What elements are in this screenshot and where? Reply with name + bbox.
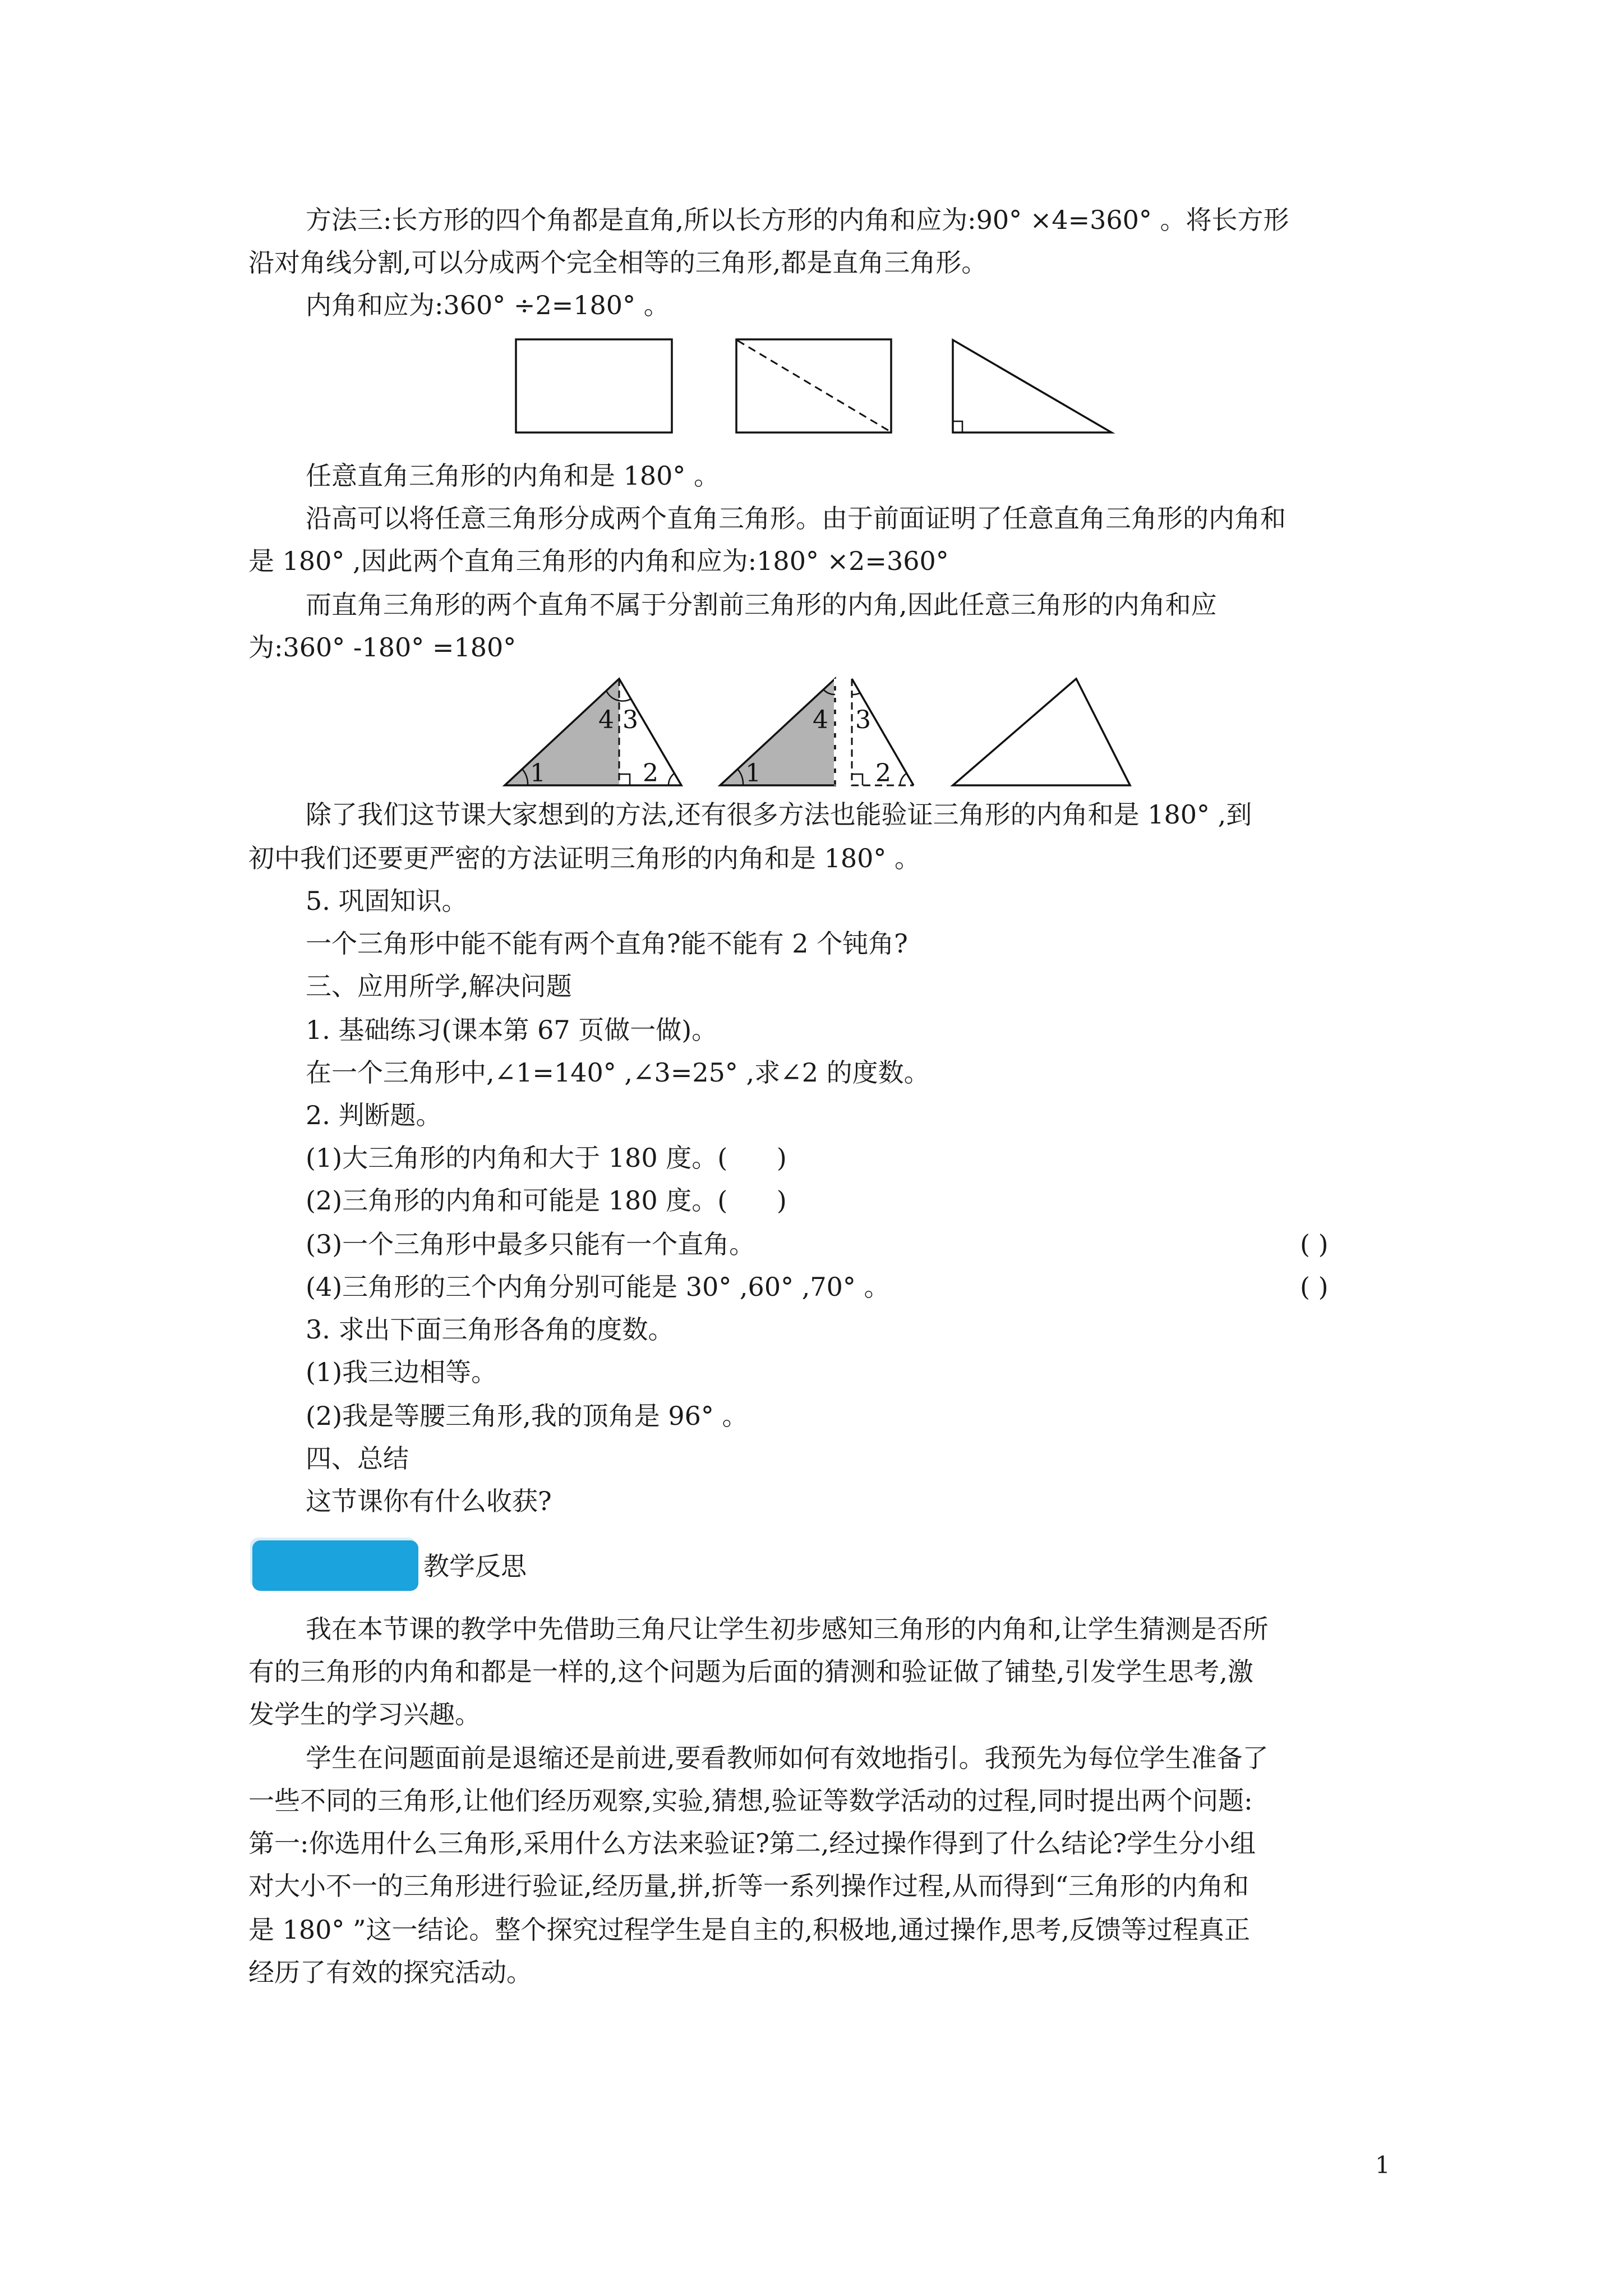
rectangle-figure xyxy=(515,338,674,434)
paragraph-angle-sum-rect: 内角和应为:360° ÷2=180° 。 xyxy=(306,290,670,320)
paragraph-other-methods: 除了我们这节课大家想到的方法,还有很多方法也能验证三角形的内角和是 180° ,到 xyxy=(306,799,1252,830)
find-angles-item-2: (2)我是等腰三角形,我的顶角是 96° 。 xyxy=(306,1401,748,1431)
heading-find-angles: 3. 求出下面三角形各角的度数。 xyxy=(306,1314,674,1345)
find-angles-item-1: (1)我三边相等。 xyxy=(306,1357,497,1387)
heading-summary: 四、总结 xyxy=(306,1443,409,1474)
question-right-obtuse: 一个三角形中能不能有两个直角?能不能有 2 个钝角? xyxy=(306,928,908,959)
paragraph-height-split: 沿高可以将任意三角形分成两个直角三角形。由于前面证明了任意直角三角形的内角和 xyxy=(306,503,1286,533)
reflection-line-4: 学生在问题面前是退缩还是前进,要看教师如何有效地指引。我预先为每位学生准备了 xyxy=(306,1743,1269,1773)
arbitrary-triangle-figure xyxy=(951,676,1132,788)
heading-true-false: 2. 判断题。 xyxy=(306,1100,442,1130)
reflection-line-9: 经历了有效的探究活动。 xyxy=(248,1957,532,1987)
section-tag-box xyxy=(252,1540,418,1591)
paragraph-right-angles: 而直角三角形的两个直角不属于分割前三角形的内角,因此任意三角形的内角和应 xyxy=(306,590,1217,620)
right-triangle-figure xyxy=(951,338,1114,435)
angle-label-3: 3 xyxy=(623,706,638,734)
triangle-with-height-figure xyxy=(502,676,687,788)
reflection-line-3: 发学生的学习兴趣。 xyxy=(248,1699,481,1729)
angle-label-4: 4 xyxy=(598,706,614,734)
paragraph-height-split-cont: 是 180° ,因此两个直角三角形的内角和应为:180° ×2=360° xyxy=(248,546,949,576)
question-angle-2: 在一个三角形中,∠1=140° ,∠3=25° ,求∠2 的度数。 xyxy=(306,1057,930,1088)
angle-label-1: 1 xyxy=(745,759,761,788)
angle-label-3: 3 xyxy=(855,706,871,734)
paragraph-right-angles-cont: 为:360° -180° =180° xyxy=(248,632,517,662)
reflection-line-1: 我在本节课的教学中先借助三角尺让学生初步感知三角形的内角和,让学生猜测是否所 xyxy=(306,1614,1269,1644)
paragraph-right-triangle-sum: 任意直角三角形的内角和是 180° 。 xyxy=(306,461,720,491)
true-false-item-2: (2)三角形的内角和可能是 180 度。( ) xyxy=(306,1185,787,1216)
heading-apply: 三、应用所学,解决问题 xyxy=(306,971,572,1001)
question-gains: 这节课你有什么收获? xyxy=(306,1486,552,1516)
answer-blank-4[interactable]: ( ) xyxy=(1300,1272,1329,1302)
triangle-split-figure xyxy=(717,676,930,788)
angle-label-1: 1 xyxy=(530,759,546,788)
paragraph-method-three: 方法三:长方形的四个角都是直角,所以长方形的内角和应为:90° ×4=360° 。将长方形 xyxy=(306,205,1289,235)
heading-basic-practice: 1. 基础练习(课本第 67 页做一做)。 xyxy=(306,1015,718,1045)
angle-label-2: 2 xyxy=(875,759,891,788)
angle-label-4: 4 xyxy=(813,706,828,734)
true-false-item-3: (3)一个三角形中最多只能有一个直角。 xyxy=(306,1229,755,1259)
reflection-line-6: 第一:你选用什么三角形,采用什么方法来验证?第二,经过操作得到了什么结论?学生分小组 xyxy=(248,1828,1256,1858)
answer-blank-3[interactable]: ( ) xyxy=(1300,1229,1329,1259)
section-tag-label: 教学反思 xyxy=(423,1551,527,1581)
reflection-line-8: 是 180° ”这一结论。整个探究过程学生是自主的,积极地,通过操作,思考,反馈等过程真正 xyxy=(248,1915,1251,1945)
heading-consolidate: 5. 巩固知识。 xyxy=(306,886,468,916)
rectangle-diagonal-figure xyxy=(735,338,893,434)
reflection-line-5: 一些不同的三角形,让他们经历观察,实验,猜想,验证等数学活动的过程,同时提出两个问题: xyxy=(248,1786,1253,1816)
angle-label-2: 2 xyxy=(643,759,658,788)
reflection-line-2: 有的三角形的内角和都是一样的,这个问题为后面的猜测和验证做了铺垫,引发学生思考,激 xyxy=(248,1657,1253,1687)
true-false-item-4: (4)三角形的三个内角分别可能是 30° ,60° ,70° 。 xyxy=(306,1272,890,1302)
paragraph-method-three-cont: 沿对角线分割,可以分成两个完全相等的三角形,都是直角三角形。 xyxy=(248,247,988,278)
page-number: 1 xyxy=(1375,2151,1390,2179)
paragraph-other-methods-cont: 初中我们还要更严密的方法证明三角形的内角和是 180° 。 xyxy=(248,843,921,873)
reflection-line-7: 对大小不一的三角形进行验证,经历量,拼,折等一系列操作过程,从而得到“三角形的内角和 xyxy=(248,1871,1249,1901)
true-false-item-1: (1)大三角形的内角和大于 180 度。( ) xyxy=(306,1143,787,1173)
